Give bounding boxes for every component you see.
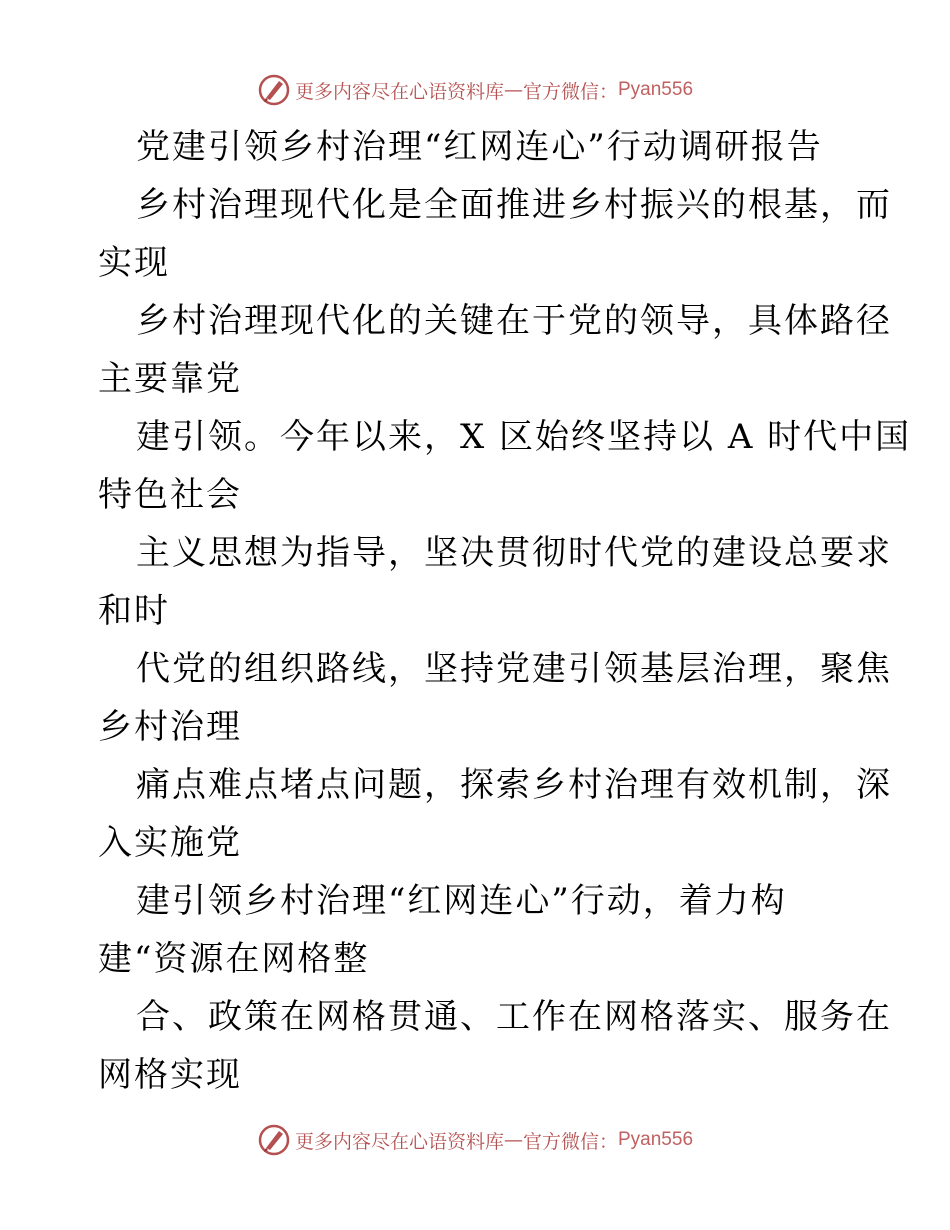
text-line: 主要靠党 <box>98 359 242 399</box>
text-line: 建引领乡村治理“红网连心”行动，着力构 <box>136 881 787 921</box>
text-line: 入实施党 <box>98 823 242 863</box>
watermark-brand: 更多内容尽在心语资料库 <box>294 80 504 103</box>
text-line: 主义思想为指导，坚决贯彻时代党的建设总要求 <box>136 533 892 573</box>
footer-watermark <box>0 1120 950 1160</box>
document-lines <box>98 176 912 1104</box>
watermark-brand: 更多内容尽在心语资料库 <box>294 1130 504 1153</box>
watermark-channel: 官方微信： <box>522 1130 618 1153</box>
text-line: 乡村治理现代化是全面推进乡村振兴的根基，而 <box>136 185 892 225</box>
watermark-separator: — <box>503 1129 523 1151</box>
text-line: 代党的组织路线，坚持党建引领基层治理，聚焦 <box>136 649 892 689</box>
watermark-account: Pyan556 <box>618 1129 694 1150</box>
text-line: 和时 <box>98 591 170 631</box>
text-line: 特色社会 <box>98 475 242 515</box>
header-watermark <box>0 70 950 110</box>
watermark-separator: — <box>503 79 523 101</box>
quill-pen-logo-icon <box>257 73 291 107</box>
text-line: 乡村治理 <box>98 707 242 747</box>
text-line: 实现 <box>98 243 170 283</box>
text-line: 网格实现 <box>98 1055 242 1095</box>
document-body <box>98 118 912 1104</box>
document-title: 党建引领乡村治理“红网连心”行动调研报告 <box>136 127 823 167</box>
text-line: 痛点难点堵点问题，探索乡村治理有效机制，深 <box>136 765 892 805</box>
watermark-account: Pyan556 <box>618 79 694 100</box>
text-line: 建引领。今年以来，X 区始终坚持以 A 时代中国 <box>136 417 912 457</box>
quill-pen-logo-icon <box>257 1123 291 1157</box>
text-line: 合、政策在网格贯通、工作在网格落实、服务在 <box>136 997 892 1037</box>
watermark-channel: 官方微信： <box>522 80 618 103</box>
text-line: 建“资源在网格整 <box>98 939 370 979</box>
text-line: 乡村治理现代化的关键在于党的领导，具体路径 <box>136 301 892 341</box>
